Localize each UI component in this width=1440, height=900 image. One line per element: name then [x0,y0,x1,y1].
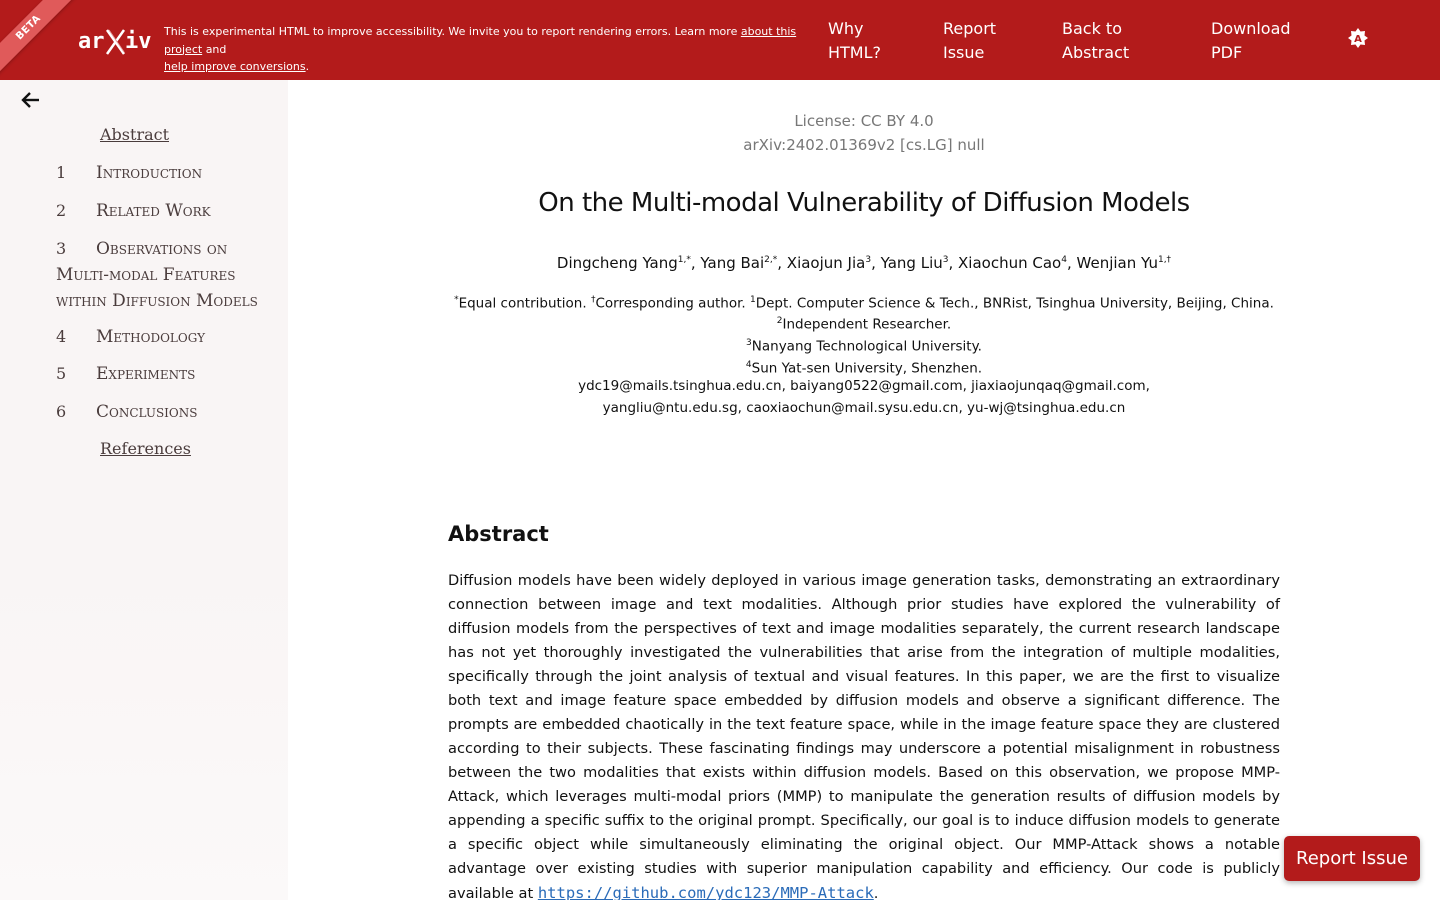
affil-text: Nanyang Technological University. [751,338,982,355]
toc-label: within Diffusion Models [56,291,258,311]
toc-item-references[interactable]: References [100,439,191,458]
toc-number: 1 [56,163,67,182]
author-sup: 1,† [1157,255,1172,265]
nav-label: Report [943,19,997,38]
report-issue-button[interactable]: Report Issue [1284,836,1420,881]
affil-text: Sun Yat-sen University, Shenzhen. [751,360,983,377]
top-header [0,0,1440,80]
toc-label: Experiments [96,364,196,384]
nav-label: PDF [1211,43,1243,62]
affil-sup: † [590,295,596,305]
arxiv-logo[interactable] [78,22,152,58]
author-sup: 2,* [764,255,778,265]
banner-text-mid: and [205,42,227,56]
toc-number: 4 [56,327,67,346]
nav-label: Download [1211,19,1291,38]
nav-label: Back to [1062,19,1122,38]
toc-number: 2 [56,201,67,220]
affil-text: Dept. Computer Science & Tech., BNRist, Tsinghua University, Beijing, China. [755,295,1274,312]
beta-ribbon: BETA [0,0,82,81]
author-sup: 3 [942,255,949,265]
affil-text: Corresponding author. [595,295,750,312]
author-sup: 3 [865,255,872,265]
toc-number: 6 [56,402,67,421]
arrow-left-icon[interactable] [20,90,42,110]
toc-number: 5 [56,364,67,383]
toc-item-conclusions[interactable] [56,399,271,425]
nav-label: Issue [943,43,985,62]
affil-sup: 3 [746,338,752,348]
toc-label: Observations on [96,239,228,259]
nav-why-html[interactable] [828,17,881,65]
toc-number: 3 [56,239,67,258]
author-name: Xiaochun Cao [958,254,1062,272]
svg-text:iv: iv [125,29,152,54]
toc-label: Methodology [96,327,206,347]
author-list: Dingcheng Yang$^{1,*}$, Yang Bai$^{2,*}$, Xiaojun Jia$^3$, Yang Liu$^3$, Xiaochun Cao$^4$, Wenjian $Yu^{1,\dagger}$ [556,254,1172,272]
svg-text:ar: ar [78,29,105,54]
affil-sup: * [454,295,459,305]
author-name: Wenjian Yu [1076,254,1158,272]
toc-item-introduction[interactable] [56,160,271,186]
toc-label: Conclusions [96,402,198,422]
toc-label: Introduction [96,163,203,183]
nav-report-issue[interactable] [943,17,996,65]
affil-text: Equal contribution. [458,295,591,312]
author-name: Xiaojun Jia [786,254,866,272]
toc-sidebar [0,80,288,900]
author-name: Yang Liu [880,254,943,272]
toc-item-methodology[interactable] [56,324,271,350]
paper-title: On the Multi-modal Vulnerability of Diffusion Models [538,188,1190,218]
nav-label: Abstract [1062,43,1130,62]
svg-text:A: A [1354,34,1362,45]
arxiv-id: arXiv:2402.01369v2 [cs.LG] null [743,136,985,154]
author-name: Yang Bai [700,254,765,272]
toc-label: Related Work [96,201,211,221]
abstract-text [448,569,1280,900]
code-repository-link[interactable]: https://github.com/ydc123/MMP-Attack [537,884,874,900]
affil-sup: 1 [750,295,756,305]
banner-text: This is experimental HTML to improve accessibility. We invite you to report rendering errors. Learn more [164,25,738,38]
affil-text: Independent Researcher. [782,316,952,333]
nav-label: HTML? [828,43,882,62]
toc-item-experiments[interactable] [56,361,271,387]
nav-label: Why [828,19,864,38]
author-name: Dingcheng Yang [556,254,678,272]
toc-item-related-work[interactable] [56,198,271,224]
nav-back-to-abstract[interactable] [1062,17,1129,65]
nav-download-pdf[interactable] [1211,17,1291,65]
author-sup: 1,* [677,255,691,265]
affil-sup: 2 [776,316,783,326]
author-sup: 4 [1061,255,1067,265]
toc-item-observations[interactable] [56,236,271,314]
experimental-banner [164,23,812,76]
abstract-paragraph: Diffusion models have been widely deployed in various image generation tasks, demonstrating an extraordinary connection between image and text modalities. Although prior studies have explored the vulnerability of diffusion models from the perspectives of text and image modalities separately, the current research landscape has not yet thoroughly investigated the vulnerabilities that arise from the integration of multiple modalities, specifically through the joint analysis of textual and visual features. In this paper, we are the first to visualize both text and image feature space embedded by diffusion models and observe a significant difference. The prompts are embedded chaotically in the text feature space, while in the image feature space they are clustered according to their subjects. These fascinating findings may underscore a potential misalignment in robustness between the two modalities that exists within diffusion models. Based on this observation, we propose MMP-Attack, which leverages multi-modal priors (MMP) to manipulate the generation results of diffusion models by appending a specific suffix to the original prompt. Specifically, our goal is to induce diffusion models to generate a specific object while simultaneously eliminating the original object. Our MMP-Attack shows a notable advantage over existing studies with superior manipulation capability and efficiency. Our code is publicly available at [448,572,1280,900]
help-improve-link[interactable]: help improve conversions [164,60,306,73]
toc-item-abstract[interactable]: Abstract [100,125,170,144]
abstract-heading: Abstract [448,522,549,546]
banner-text-end: . [305,60,310,73]
sidebar-background [0,575,288,900]
theme-toggle-icon[interactable] [1348,28,1368,48]
about-project-link[interactable]: about this project [164,25,797,56]
abstract-end: . [873,885,879,900]
license-line: License: CC BY 4.0 [794,112,934,130]
emails-line: ydc19@mails.tsinghua.edu.cn, baiyang0522@gmail.com, jiaxiaojunqaq@gmail.com, [578,378,1150,394]
toc-label: Multi-modal Features [56,265,236,285]
emails-line: yangliu@ntu.edu.sg, caoxiaochun@mail.sysu.edu.cn, yu-wj@tsinghua.edu.cn [602,400,1126,416]
affil-sup: 4 [745,360,752,370]
